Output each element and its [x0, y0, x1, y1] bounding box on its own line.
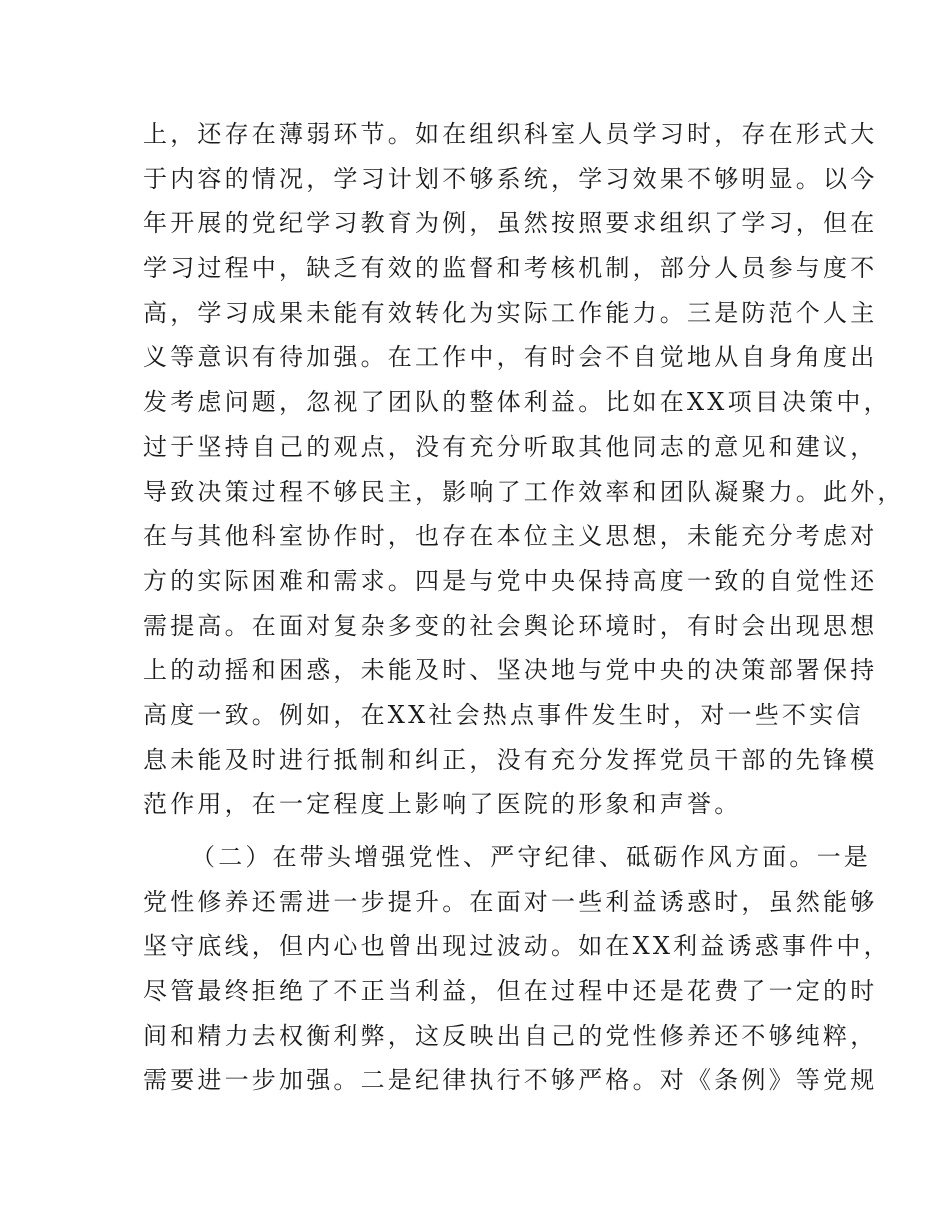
text-line: 学习过程中，缺乏有效的监督和考核机制，部分人员参与度不	[143, 254, 878, 283]
text-line: 息未能及时进行抵制和纠正，没有充分发挥党员干部的先锋模	[143, 745, 878, 774]
paragraph-2	[143, 835, 891, 1103]
paragraph-1	[143, 112, 905, 827]
text-line: 需提高。在面对复杂多变的社会舆论环境时，有时会出现思想	[143, 611, 878, 640]
text-line: 坚守底线，但内心也曾出现过波动。如在XX利益诱惑事件中，	[143, 932, 891, 961]
text-line: 上，还存在薄弱环节。如在组织科室人员学习时，存在形式大	[143, 120, 878, 148]
text-line: 义等意识有待加强。在工作中，有时会不自觉地从自身角度出	[143, 343, 878, 372]
text-line: 范作用，在一定程度上影响了医院的形象和声誉。	[143, 790, 742, 819]
text-line: 于内容的情况，学习计划不够系统，学习效果不够明显。以今	[143, 164, 878, 193]
text-line: 高度一致。例如，在XX社会热点事件发生时，对一些不实信	[143, 700, 864, 729]
text-line: 在与其他科室协作时，也存在本位主义思想，未能充分考虑对	[143, 522, 878, 551]
text-line: 间和精力去权衡利弊，这反映出自己的党性修养还不够纯粹，	[143, 1021, 878, 1050]
text-line: 导致决策过程不够民主，影响了工作效率和团队凝聚力。此外，	[143, 477, 905, 506]
body-text	[143, 112, 905, 1103]
text-line: 过于坚持自己的观点，没有充分听取其他同志的意见和建议，	[143, 432, 878, 461]
text-line: （二）在带头增强党性、严守纪律、砥砺作风方面。一是	[191, 843, 871, 871]
text-line: 发考虑问题，忽视了团队的整体利益。比如在XX项目决策中，	[143, 388, 891, 417]
paragraph-gap	[143, 827, 843, 835]
text-line: 上的动摇和困惑，未能及时、坚决地与党中央的决策部署保持	[143, 656, 878, 685]
text-line: 方的实际困难和需求。四是与党中央保持高度一致的自觉性还	[143, 566, 878, 595]
text-line: 高，学习成果未能有效转化为实际工作能力。三是防范个人主	[143, 298, 878, 327]
text-line: 党性修养还需进一步提升。在面对一些利益诱惑时，虽然能够	[143, 887, 878, 916]
text-line: 需要进一步加强。二是纪律执行不够严格。对《条例》等党规	[143, 1066, 878, 1095]
text-line: 年开展的党纪学习教育为例，虽然按照要求组织了学习，但在	[143, 209, 878, 238]
text-line: 尽管最终拒绝了不正当利益，但在过程中还是花费了一定的时	[143, 977, 878, 1006]
